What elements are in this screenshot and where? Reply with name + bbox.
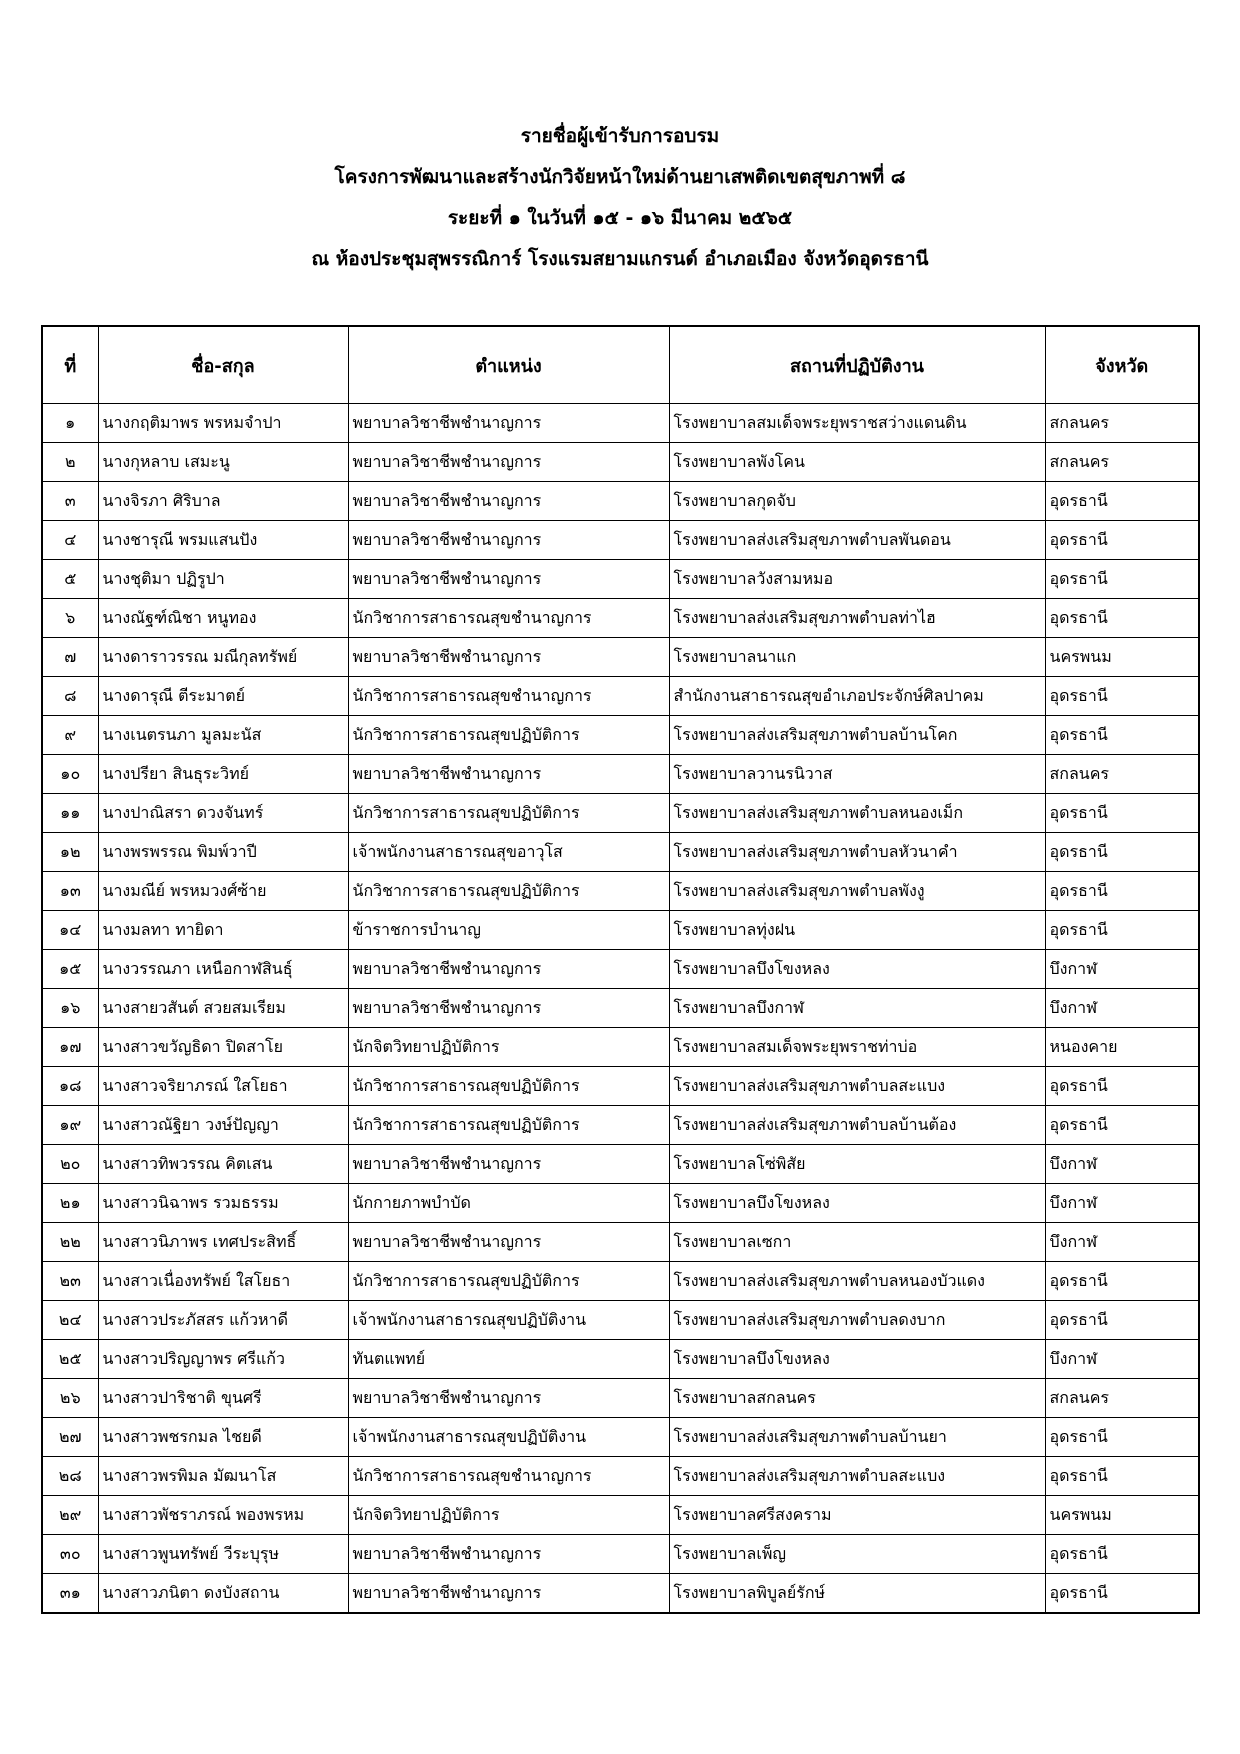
- row-number-cell: ๑๙: [42, 1106, 98, 1145]
- row-number-cell: ๒๙: [42, 1496, 98, 1535]
- position-cell: ข้าราชการบำนาญ: [348, 911, 669, 950]
- full-name-cell: นางสาวขวัญธิดา ปิดสาโย: [98, 1028, 348, 1067]
- workplace-cell: โรงพยาบาลส่งเสริมสุขภาพตำบลท่าไฮ: [669, 599, 1045, 638]
- full-name-cell: นางสาวพรพิมล มัฒนาโส: [98, 1457, 348, 1496]
- workplace-cell: โรงพยาบาลเซกา: [669, 1223, 1045, 1262]
- document-header: [0, 116, 1240, 280]
- province-cell: บึงกาฬ: [1045, 989, 1199, 1028]
- workplace-cell: โรงพยาบาลส่งเสริมสุขภาพตำบลพังงู: [669, 872, 1045, 911]
- position-cell: พยาบาลวิชาชีพชำนาญการ: [348, 1223, 669, 1262]
- full-name-cell: นางสาวพัชราภรณ์ พองพรหม: [98, 1496, 348, 1535]
- full-name-cell: นางชารุณี พรมแสนปัง: [98, 521, 348, 560]
- full-name-cell: นางสายวสันต์ สวยสมเรียม: [98, 989, 348, 1028]
- table-row: [42, 1418, 1199, 1457]
- full-name-cell: นางณัฐฑ์ณิชา หนูทอง: [98, 599, 348, 638]
- position-cell: พยาบาลวิชาชีพชำนาญการ: [348, 1379, 669, 1418]
- full-name-cell: นางชุติมา ปฏิรูปา: [98, 560, 348, 599]
- province-cell: อุดรธานี: [1045, 716, 1199, 755]
- workplace-cell: โรงพยาบาลนาแก: [669, 638, 1045, 677]
- full-name-cell: นางมณีย์ พรหมวงศ์ซ้าย: [98, 872, 348, 911]
- title-line-4: ณ ห้องประชุมสุพรรณิการ์ โรงแรมสยามแกรนด์ อำเภอเมือง จังหวัดอุดรธานี: [311, 248, 929, 270]
- row-number-cell: ๑๐: [42, 755, 98, 794]
- table-row: [42, 1223, 1199, 1262]
- table-row: [42, 872, 1199, 911]
- column-header-province: จังหวัด: [1045, 326, 1199, 404]
- workplace-cell: โรงพยาบาลสมเด็จพระยุพราชท่าบ่อ: [669, 1028, 1045, 1067]
- table-row: [42, 1340, 1199, 1379]
- row-number-cell: ๑๕: [42, 950, 98, 989]
- full-name-cell: นางสาวเนื่องทรัพย์ ใสโยธา: [98, 1262, 348, 1301]
- row-number-cell: ๓๑: [42, 1574, 98, 1614]
- column-header-workplace: สถานที่ปฏิบัติงาน: [669, 326, 1045, 404]
- table-row: [42, 1457, 1199, 1496]
- row-number-cell: ๑๑: [42, 794, 98, 833]
- province-cell: อุดรธานี: [1045, 1067, 1199, 1106]
- workplace-cell: โรงพยาบาลบึงโขงหลง: [669, 1184, 1045, 1223]
- row-number-cell: ๕: [42, 560, 98, 599]
- position-cell: พยาบาลวิชาชีพชำนาญการ: [348, 482, 669, 521]
- row-number-cell: ๓๐: [42, 1535, 98, 1574]
- row-number-cell: ๓: [42, 482, 98, 521]
- workplace-cell: โรงพยาบาลส่งเสริมสุขภาพตำบลดงบาก: [669, 1301, 1045, 1340]
- row-number-cell: ๑๗: [42, 1028, 98, 1067]
- workplace-cell: โรงพยาบาลส่งเสริมสุขภาพตำบลสะแบง: [669, 1067, 1045, 1106]
- province-cell: บึงกาฬ: [1045, 1340, 1199, 1379]
- full-name-cell: นางสาวทิพวรรณ คิตเสน: [98, 1145, 348, 1184]
- workplace-cell: โรงพยาบาลส่งเสริมสุขภาพตำบลสะแบง: [669, 1457, 1045, 1496]
- table-row: [42, 989, 1199, 1028]
- province-cell: อุดรธานี: [1045, 599, 1199, 638]
- position-cell: พยาบาลวิชาชีพชำนาญการ: [348, 1145, 669, 1184]
- table-row: [42, 1028, 1199, 1067]
- row-number-cell: ๘: [42, 677, 98, 716]
- position-cell: พยาบาลวิชาชีพชำนาญการ: [348, 404, 669, 443]
- full-name-cell: นางสาวนิภาพร เทศประสิทธิ์: [98, 1223, 348, 1262]
- full-name-cell: นางปาณิสรา ดวงจันทร์: [98, 794, 348, 833]
- row-number-cell: ๒๔: [42, 1301, 98, 1340]
- full-name-cell: นางปรียา สินธุระวิทย์: [98, 755, 348, 794]
- row-number-cell: ๑๒: [42, 833, 98, 872]
- table-row: [42, 560, 1199, 599]
- table-row: [42, 911, 1199, 950]
- row-number-cell: ๑๔: [42, 911, 98, 950]
- workplace-cell: โรงพยาบาลพิบูลย์รักษ์: [669, 1574, 1045, 1614]
- table-row: [42, 950, 1199, 989]
- full-name-cell: นางกฤติมาพร พรหมจำปา: [98, 404, 348, 443]
- province-cell: หนองคาย: [1045, 1028, 1199, 1067]
- row-number-cell: ๒๐: [42, 1145, 98, 1184]
- province-cell: สกลนคร: [1045, 443, 1199, 482]
- table-row: [42, 1106, 1199, 1145]
- province-cell: นครพนม: [1045, 1496, 1199, 1535]
- position-cell: พยาบาลวิชาชีพชำนาญการ: [348, 1535, 669, 1574]
- table-row: [42, 755, 1199, 794]
- position-cell: นักวิชาการสาธารณสุขปฏิบัติการ: [348, 872, 669, 911]
- row-number-cell: ๖: [42, 599, 98, 638]
- row-number-cell: ๒๕: [42, 1340, 98, 1379]
- table-row: [42, 1379, 1199, 1418]
- table-body: [42, 404, 1199, 1614]
- row-number-cell: ๗: [42, 638, 98, 677]
- province-cell: อุดรธานี: [1045, 521, 1199, 560]
- workplace-cell: โรงพยาบาลบึงกาฬ: [669, 989, 1045, 1028]
- full-name-cell: นางสาวจริยาภรณ์ ใสโยธา: [98, 1067, 348, 1106]
- table-row: [42, 443, 1199, 482]
- row-number-cell: ๒: [42, 443, 98, 482]
- row-number-cell: ๑๖: [42, 989, 98, 1028]
- full-name-cell: นางดารุณี ตีระมาตย์: [98, 677, 348, 716]
- workplace-cell: โรงพยาบาลส่งเสริมสุขภาพตำบลบ้านโคก: [669, 716, 1045, 755]
- province-cell: อุดรธานี: [1045, 833, 1199, 872]
- workplace-cell: โรงพยาบาลศรีสงคราม: [669, 1496, 1045, 1535]
- row-number-cell: ๒๘: [42, 1457, 98, 1496]
- table-row: [42, 1301, 1199, 1340]
- table-row: [42, 833, 1199, 872]
- full-name-cell: นางสาวณัฐิยา วงษ์ปัญญา: [98, 1106, 348, 1145]
- position-cell: นักวิชาการสาธารณสุขปฏิบัติการ: [348, 1067, 669, 1106]
- title-line-1: รายชื่อผู้เข้ารับการอบรม: [520, 125, 720, 147]
- table-row: [42, 1145, 1199, 1184]
- table-row: [42, 599, 1199, 638]
- position-cell: เจ้าพนักงานสาธารณสุขอาวุโส: [348, 833, 669, 872]
- workplace-cell: โรงพยาบาลส่งเสริมสุขภาพตำบลหนองเม็ก: [669, 794, 1045, 833]
- position-cell: นักวิชาการสาธารณสุขปฏิบัติการ: [348, 794, 669, 833]
- full-name-cell: นางสาวพูนทรัพย์ วีระบุรุษ: [98, 1535, 348, 1574]
- full-name-cell: นางสาวภนิตา ดงบังสถาน: [98, 1574, 348, 1614]
- position-cell: พยาบาลวิชาชีพชำนาญการ: [348, 989, 669, 1028]
- position-cell: พยาบาลวิชาชีพชำนาญการ: [348, 521, 669, 560]
- workplace-cell: สำนักงานสาธารณสุขอำเภอประจักษ์ศิลปาคม: [669, 677, 1045, 716]
- table-row: [42, 1574, 1199, 1614]
- province-cell: บึงกาฬ: [1045, 950, 1199, 989]
- position-cell: พยาบาลวิชาชีพชำนาญการ: [348, 1574, 669, 1614]
- row-number-cell: ๒๑: [42, 1184, 98, 1223]
- column-header-position: ตำแหน่ง: [348, 326, 669, 404]
- full-name-cell: นางวรรณภา เหนือกาฬสินธุ์: [98, 950, 348, 989]
- position-cell: นักวิชาการสาธารณสุขชำนาญการ: [348, 677, 669, 716]
- full-name-cell: นางพรพรรณ พิมพ์วาปี: [98, 833, 348, 872]
- position-cell: พยาบาลวิชาชีพชำนาญการ: [348, 443, 669, 482]
- position-cell: นักจิตวิทยาปฏิบัติการ: [348, 1028, 669, 1067]
- province-cell: อุดรธานี: [1045, 1418, 1199, 1457]
- row-number-cell: ๒๗: [42, 1418, 98, 1457]
- position-cell: พยาบาลวิชาชีพชำนาญการ: [348, 950, 669, 989]
- workplace-cell: โรงพยาบาลส่งเสริมสุขภาพตำบลหนองบัวแดง: [669, 1262, 1045, 1301]
- position-cell: นักจิตวิทยาปฏิบัติการ: [348, 1496, 669, 1535]
- column-header-name: ชื่อ-สกุล: [98, 326, 348, 404]
- province-cell: สกลนคร: [1045, 755, 1199, 794]
- province-cell: นครพนม: [1045, 638, 1199, 677]
- workplace-cell: โรงพยาบาลสมเด็จพระยุพราชสว่างแดนดิน: [669, 404, 1045, 443]
- workplace-cell: โรงพยาบาลส่งเสริมสุขภาพตำบลพันดอน: [669, 521, 1045, 560]
- full-name-cell: นางสาวนิฉาพร รวมธรรม: [98, 1184, 348, 1223]
- workplace-cell: โรงพยาบาลโซ่พิสัย: [669, 1145, 1045, 1184]
- table-row: [42, 677, 1199, 716]
- province-cell: อุดรธานี: [1045, 794, 1199, 833]
- row-number-cell: ๙: [42, 716, 98, 755]
- table-row: [42, 521, 1199, 560]
- position-cell: นักวิชาการสาธารณสุขปฏิบัติการ: [348, 1106, 669, 1145]
- workplace-cell: โรงพยาบาลบึงโขงหลง: [669, 950, 1045, 989]
- province-cell: อุดรธานี: [1045, 1301, 1199, 1340]
- position-cell: นักกายภาพบำบัด: [348, 1184, 669, 1223]
- position-cell: นักวิชาการสาธารณสุขปฏิบัติการ: [348, 1262, 669, 1301]
- full-name-cell: นางสาวปริญญาพร ศรีแก้ว: [98, 1340, 348, 1379]
- row-number-cell: ๒๓: [42, 1262, 98, 1301]
- workplace-cell: โรงพยาบาลวังสามหมอ: [669, 560, 1045, 599]
- workplace-cell: โรงพยาบาลส่งเสริมสุขภาพตำบลหัวนาคำ: [669, 833, 1045, 872]
- province-cell: อุดรธานี: [1045, 1262, 1199, 1301]
- position-cell: นักวิชาการสาธารณสุขปฏิบัติการ: [348, 716, 669, 755]
- province-cell: อุดรธานี: [1045, 1535, 1199, 1574]
- table-row: [42, 1184, 1199, 1223]
- province-cell: บึงกาฬ: [1045, 1184, 1199, 1223]
- full-name-cell: นางสาวประภัสสร แก้วหาดี: [98, 1301, 348, 1340]
- position-cell: นักวิชาการสาธารณสุขชำนาญการ: [348, 1457, 669, 1496]
- position-cell: เจ้าพนักงานสาธารณสุขปฏิบัติงาน: [348, 1301, 669, 1340]
- table-row: [42, 1067, 1199, 1106]
- full-name-cell: นางกุหลาบ เสมะนู: [98, 443, 348, 482]
- workplace-cell: โรงพยาบาลกุดจับ: [669, 482, 1045, 521]
- province-cell: สกลนคร: [1045, 404, 1199, 443]
- workplace-cell: โรงพยาบาลเพ็ญ: [669, 1535, 1045, 1574]
- full-name-cell: นางดาราวรรณ มณีกุลทรัพย์: [98, 638, 348, 677]
- full-name-cell: นางจิรภา ศิริบาล: [98, 482, 348, 521]
- position-cell: พยาบาลวิชาชีพชำนาญการ: [348, 560, 669, 599]
- table-header-row: [42, 326, 1199, 404]
- table-row: [42, 716, 1199, 755]
- row-number-cell: ๑๘: [42, 1067, 98, 1106]
- full-name-cell: นางสาวปาริชาติ ขุนศรี: [98, 1379, 348, 1418]
- column-header-number: ที่: [42, 326, 98, 404]
- table-row: [42, 1535, 1199, 1574]
- workplace-cell: โรงพยาบาลสกลนคร: [669, 1379, 1045, 1418]
- province-cell: อุดรธานี: [1045, 1574, 1199, 1614]
- title-line-2: โครงการพัฒนาและสร้างนักวิจัยหน้าใหม่ด้านยาเสพติดเขตสุขภาพที่ ๘: [334, 166, 906, 188]
- province-cell: อุดรธานี: [1045, 911, 1199, 950]
- full-name-cell: นางเนตรนภา มูลมะนัส: [98, 716, 348, 755]
- position-cell: ทันตแพทย์: [348, 1340, 669, 1379]
- row-number-cell: ๒๒: [42, 1223, 98, 1262]
- province-cell: อุดรธานี: [1045, 560, 1199, 599]
- province-cell: บึงกาฬ: [1045, 1145, 1199, 1184]
- row-number-cell: ๑๓: [42, 872, 98, 911]
- participant-table: [41, 325, 1200, 1614]
- province-cell: อุดรธานี: [1045, 677, 1199, 716]
- province-cell: อุดรธานี: [1045, 1106, 1199, 1145]
- position-cell: เจ้าพนักงานสาธารณสุขปฏิบัติงาน: [348, 1418, 669, 1457]
- workplace-cell: โรงพยาบาลส่งเสริมสุขภาพตำบลบ้านยา: [669, 1418, 1045, 1457]
- table-row: [42, 404, 1199, 443]
- position-cell: พยาบาลวิชาชีพชำนาญการ: [348, 755, 669, 794]
- table-row: [42, 638, 1199, 677]
- position-cell: นักวิชาการสาธารณสุขชำนาญการ: [348, 599, 669, 638]
- position-cell: พยาบาลวิชาชีพชำนาญการ: [348, 638, 669, 677]
- workplace-cell: โรงพยาบาลบึงโขงหลง: [669, 1340, 1045, 1379]
- province-cell: อุดรธานี: [1045, 872, 1199, 911]
- province-cell: อุดรธานี: [1045, 1457, 1199, 1496]
- province-cell: อุดรธานี: [1045, 482, 1199, 521]
- workplace-cell: โรงพยาบาลทุ่งฝน: [669, 911, 1045, 950]
- table-row: [42, 482, 1199, 521]
- workplace-cell: โรงพยาบาลวานรนิวาส: [669, 755, 1045, 794]
- table-row: [42, 1262, 1199, 1301]
- table-row: [42, 1496, 1199, 1535]
- title-line-3: ระยะที่ ๑ ในวันที่ ๑๕ - ๑๖ มีนาคม ๒๕๖๕: [447, 207, 793, 229]
- workplace-cell: โรงพยาบาลส่งเสริมสุขภาพตำบลบ้านต้อง: [669, 1106, 1045, 1145]
- workplace-cell: โรงพยาบาลพังโคน: [669, 443, 1045, 482]
- row-number-cell: ๑: [42, 404, 98, 443]
- full-name-cell: นางสาวพชรกมล ไชยดี: [98, 1418, 348, 1457]
- province-cell: สกลนคร: [1045, 1379, 1199, 1418]
- row-number-cell: ๔: [42, 521, 98, 560]
- province-cell: บึงกาฬ: [1045, 1223, 1199, 1262]
- table-row: [42, 794, 1199, 833]
- full-name-cell: นางมลทา ทายิดา: [98, 911, 348, 950]
- row-number-cell: ๒๖: [42, 1379, 98, 1418]
